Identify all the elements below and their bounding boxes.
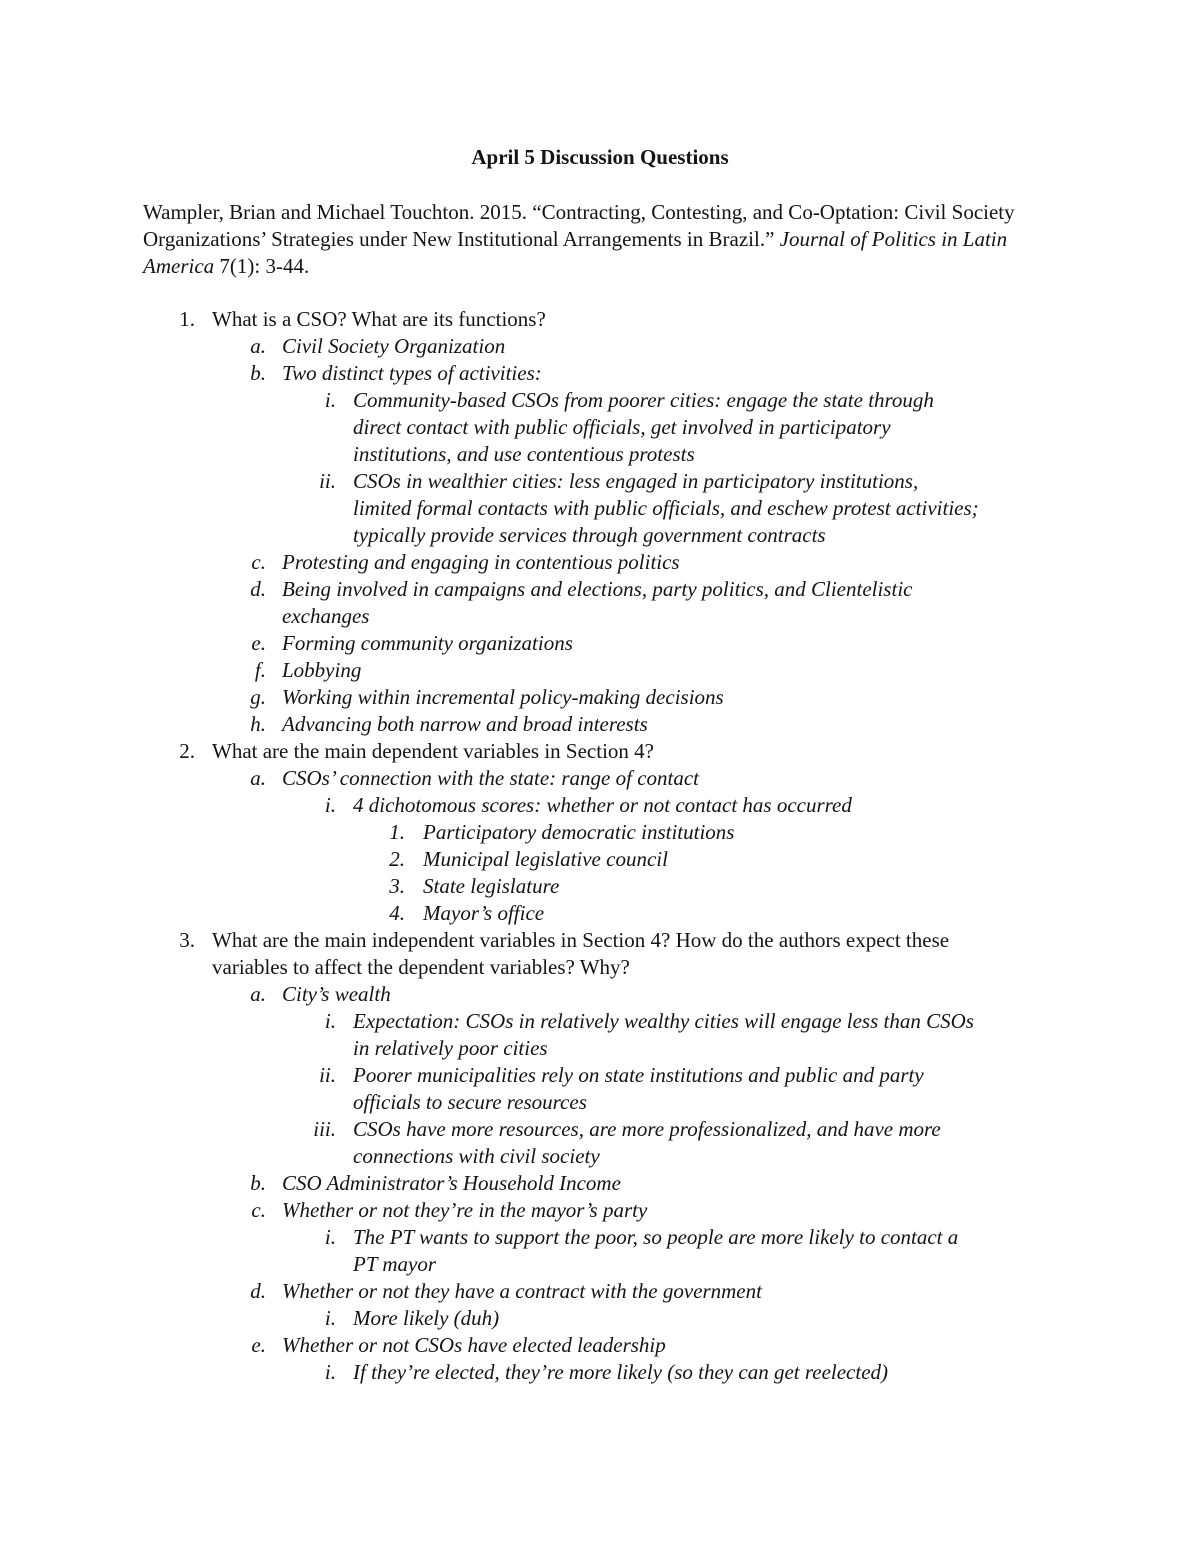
list-item-text: institutions, and use contentious protests [353, 442, 695, 466]
list-marker: e. [251, 631, 266, 655]
list-item-text: limited formal contacts with public officials, and eschew protest activities; [353, 496, 979, 520]
list-item-text: in relatively poor cities [353, 1036, 548, 1060]
page-title: April 5 Discussion Questions [471, 145, 729, 169]
list-item-text: connections with civil society [353, 1144, 600, 1168]
list-item-text: State legislature [423, 874, 560, 898]
list-marker: c. [251, 1198, 266, 1222]
citation-volume: 7(1): 3-44. [214, 254, 310, 278]
list-item-text: Protesting and engaging in contentious politics [282, 550, 680, 574]
list-item-text: Poorer municipalities rely on state institutions and public and party [353, 1063, 924, 1087]
list-marker: ii. [319, 469, 336, 493]
list-item-text: City’s wealth [282, 982, 391, 1006]
list-marker: 1. [389, 820, 405, 844]
list-marker: b. [250, 1171, 266, 1195]
list-item-text: Forming community organizations [282, 631, 573, 655]
list-marker: i. [324, 1225, 336, 1249]
list-item-text: Whether or not they have a contract with the government [282, 1279, 762, 1303]
list-item-text: PT mayor [353, 1252, 437, 1276]
list-item-text: Advancing both narrow and broad interests [282, 712, 648, 736]
list-item-text: CSOs in wealthier cities: less engaged in participatory institutions, [353, 469, 919, 493]
list-item-text: Municipal legislative council [423, 847, 668, 871]
list-item-text: What are the main independent variables in Section 4? How do the authors expect these [212, 928, 950, 952]
list-item-text: typically provide services through government contracts [353, 523, 826, 547]
citation-text: Wampler, Brian and Michael Touchton. 2015. “Contracting, Contesting, and Co-Optation: Civil Society Organizations’ Strategies under New Institutional Arrangements in Brazil.” [143, 200, 1015, 251]
list-item-text: CSOs have more resources, are more professionalized, and have more [353, 1117, 941, 1141]
list-item-text: More likely (duh) [353, 1306, 500, 1330]
list-item-text: direct contact with public officials, get involved in participatory [353, 415, 891, 439]
list-marker: d. [250, 577, 266, 601]
list-item-text: Whether or not they’re in the mayor’s party [282, 1198, 648, 1222]
list-item-text: CSO Administrator’s Household Income [282, 1171, 621, 1195]
list-item-text: 4 dichotomous scores: whether or not contact has occurred [353, 793, 852, 817]
list-marker: a. [250, 766, 266, 790]
list-marker: f. [254, 658, 266, 682]
list-item-text: exchanges [282, 604, 370, 628]
list-item-text: Working within incremental policy-making decisions [282, 685, 724, 709]
list-item-text: Participatory democratic institutions [423, 820, 735, 844]
list-item-text: variables to affect the dependent variables? Why? [212, 955, 630, 979]
list-marker: i. [324, 1306, 336, 1330]
list-marker: 3. [179, 928, 195, 952]
list-marker: a. [250, 982, 266, 1006]
list-item-text: Expectation: CSOs in relatively wealthy cities will engage less than CSOs [353, 1009, 974, 1033]
list-marker: 1. [179, 307, 195, 331]
list-marker: i. [324, 793, 336, 817]
list-marker: i. [324, 388, 336, 412]
list-marker: e. [251, 1333, 266, 1357]
list-marker: g. [250, 685, 266, 709]
list-marker: 4. [389, 901, 405, 925]
list-item-text: Community-based CSOs from poorer cities: engage the state through [353, 388, 934, 412]
list-item-text: Lobbying [282, 658, 362, 682]
list-marker: b. [250, 361, 266, 385]
list-item-text: Whether or not CSOs have elected leadership [282, 1333, 666, 1357]
list-item-text: officials to secure resources [353, 1090, 587, 1114]
list-item-text: What is a CSO? What are its functions? [212, 307, 546, 331]
list-marker: h. [250, 712, 266, 736]
list-marker: c. [251, 550, 266, 574]
list-marker: iii. [313, 1117, 336, 1141]
list-item-text: Mayor’s office [423, 901, 545, 925]
list-marker: 2. [179, 739, 195, 763]
list-item-text: Civil Society Organization [282, 334, 506, 358]
list-marker: i. [324, 1360, 336, 1384]
journal-name: Journal of Politics in Latin America [143, 227, 1008, 278]
list-marker: d. [250, 1279, 266, 1303]
list-marker: i. [324, 1009, 336, 1033]
list-item-text: Being involved in campaigns and elections, party politics, and Clientelistic [282, 577, 913, 601]
list-marker: 2. [389, 847, 405, 871]
list-item-text: Two distinct types of activities: [282, 361, 542, 385]
list-item-text: If they’re elected, they’re more likely (so they can get reelected) [353, 1360, 889, 1384]
list-item-text: What are the main dependent variables in Section 4? [212, 739, 654, 763]
list-item-text: CSOs’ connection with the state: range of contact [282, 766, 700, 790]
list-marker: a. [250, 334, 266, 358]
list-marker: 3. [389, 874, 405, 898]
citation [143, 199, 1058, 280]
list-item-text: The PT wants to support the poor, so people are more likely to contact a [353, 1225, 959, 1249]
list-marker: ii. [319, 1063, 336, 1087]
